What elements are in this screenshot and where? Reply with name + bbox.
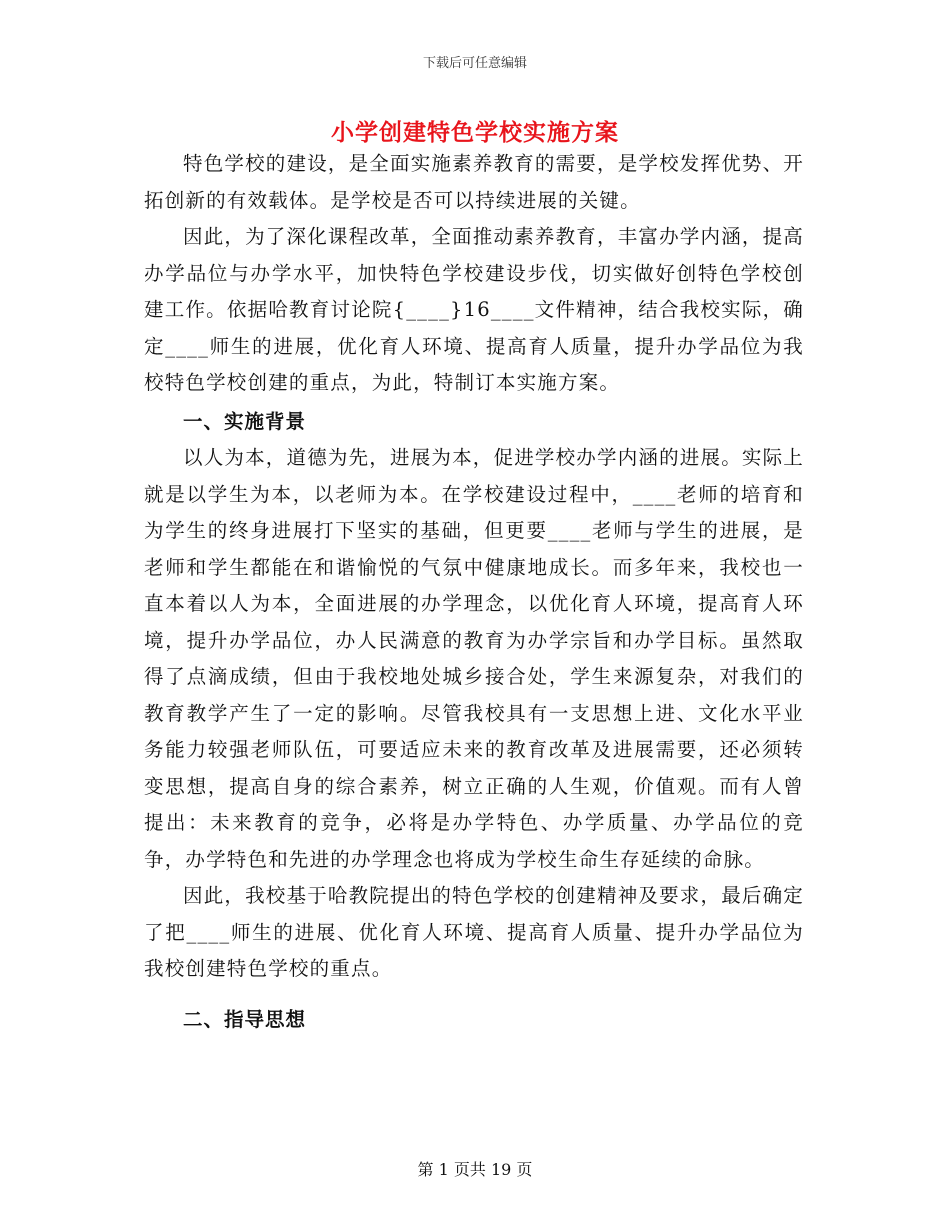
section-heading-guiding-ideology: 二、指导思想 [183,1007,307,1031]
paragraph-background: 以人为本，道德为先，进展为本，促进学校办学内涵的进展。实际上就是以学生为本，以老师为本。在学校建设过程中，____老师的培育和为学生的终身进展打下坚实的基础，但更要____老师与学生的进展，是老师和学生都能在和谐愉悦的气氛中健康地成长。而多年来，我校也一直本着以人为本，全面进展的办学理念，以优化育人环境，提高育人环境，提升办学品位，办人民满意的教育为办学宗旨和办学目标。虽然取得了点滴成绩，但由于我校地处城乡接合处，学生来源复杂，对我们的教育教学产生了一定的影响。尽管我校具有一支思想上进、文化水平业务能力较强老师队伍，可要适应未来的教育改革及进展需要，还必须转变思想，提高自身的综合素养，树立正确的人生观，价值观。而有人曾提出：未来教育的竞争，必将是办学特色、办学质量、办学品位的竞争，办学特色和先进的办学理念也将成为学校生命生存延续的命脉。 [144,446,805,871]
paragraph-intro: 特色学校的建设，是全面实施素养教育的需要，是学校发挥优势、开拓创新的有效载体。是学校是否可以持续进展的关键。 [144,152,805,212]
page-number: 第 1 页共 19 页 [417,1160,533,1179]
section-heading-background: 一、实施背景 [183,409,307,433]
paragraph-focus: 因此，我校基于哈教院提出的特色学校的创建精神及要求，最后确定了把____师生的进展、优化育人环境、提高育人质量、提升办学品位为我校创建特色学校的重点。 [144,884,805,980]
document-title: 小学创建特色学校实施方案 [331,119,619,146]
document-body [144,146,804,1038]
paragraph-purpose: 因此，为了深化课程改革，全面推动素养教育，丰富办学内涵，提高办学品位与办学水平，加快特色学校建设步伐，切实做好创特色学校创建工作。依据哈教育讨论院{____}16____文件精神，结合我校实际，确定____师生的进展，优化育人环境、提高育人质量，提升办学品位为我校特色学校创建的重点，为此，特制订本实施方案。 [144,225,805,394]
page-header-note: 下载后可任意编辑 [422,56,527,71]
